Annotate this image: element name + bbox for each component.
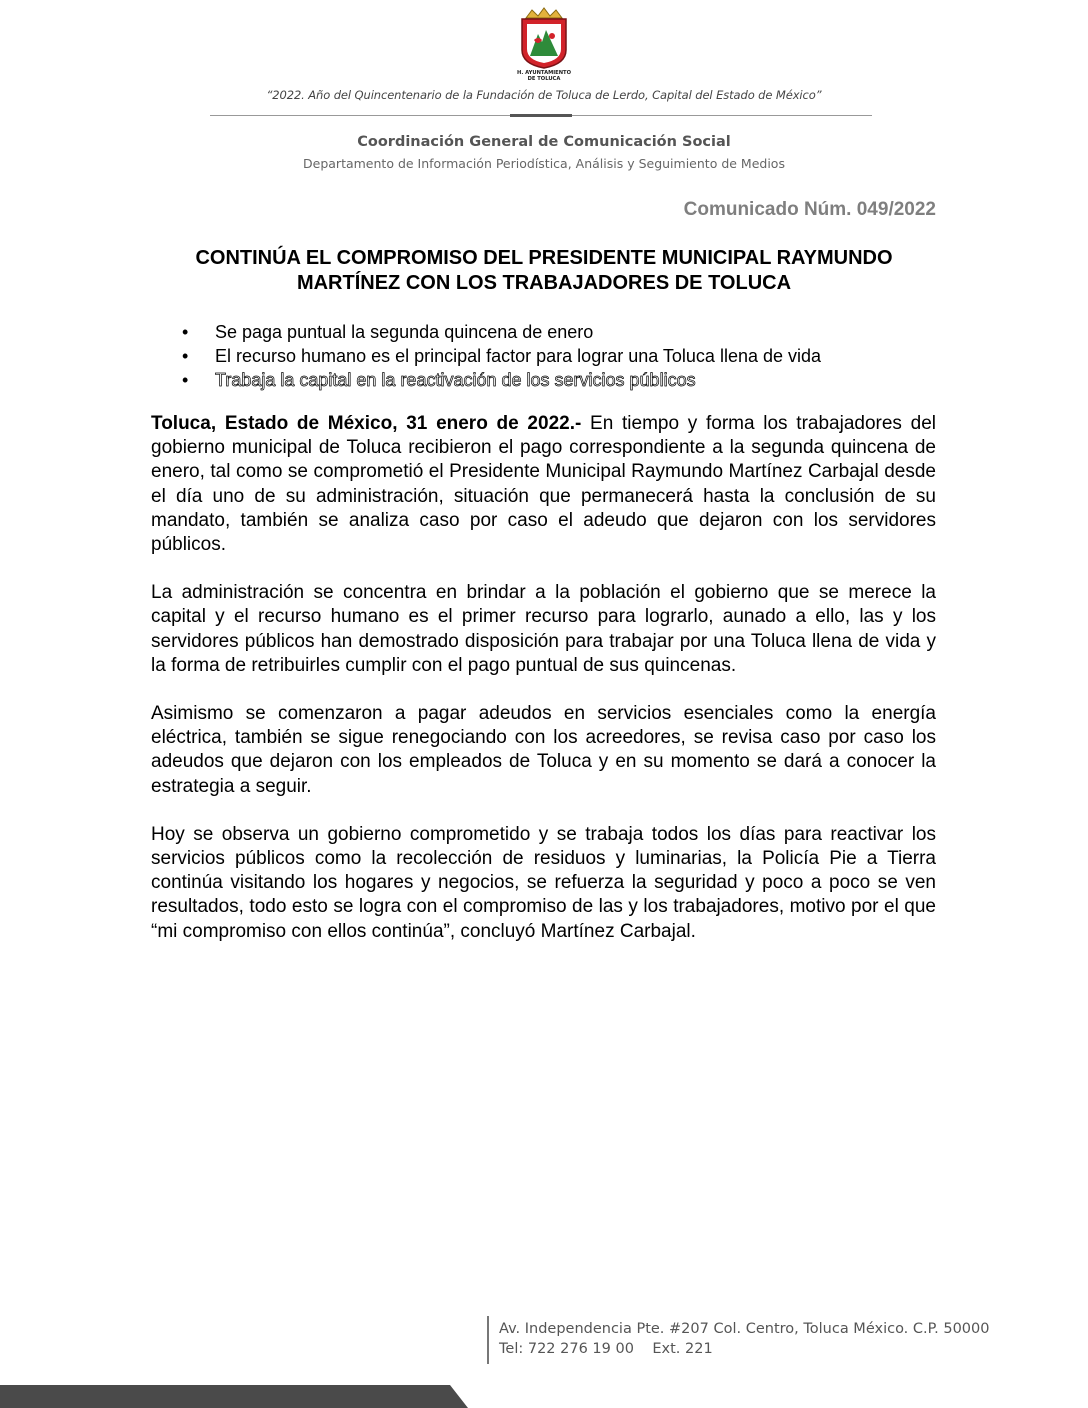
footer-phone: Tel: 722 276 19 00 Ext. 221 [499,1341,713,1357]
headline: CONTINÚA EL COMPROMISO DEL PRESIDENTE MUNICIPAL RAYMUNDO MARTÍNEZ CON LOS TRABAJADORES DE TOLUCA [195,247,893,294]
paragraph: Toluca, Estado de México, 31 enero de 2022.- En tiempo y forma los trabajadores del gobierno municipal de Toluca recibieron el pago correspondiente a la segunda quincena de enero, tal como se comprometió el Presidente Municipal Raymundo Martínez Carbajal desde el día uno de su administración, situación que permanecerá hasta la conclusión de su mandato, también se analiza caso por caso el adeudo que dejaron con los servidores públicos. [151,413,936,556]
paragraph: La administración se concentra en brindar a la población el gobierno que se merece la capital y el recurso humano es el primer recurso para lograrlo, aunado a ello, las y los servidores públicos han demostrado disposición para trabajar por una Toluca llena de vida y la forma de retribuirles cumplir con el pago puntual de sus quincenas. [151,582,936,676]
department-subtitle: Departamento de Información Periodística, Análisis y Seguimiento de Medios [303,156,785,171]
dateline: Toluca, Estado de México, 31 enero de 2022.- [151,413,582,434]
bottom-decorative-band [0,1385,468,1408]
article-body [151,412,936,968]
footer-address: Av. Independencia Pte. #207 Col. Centro, Toluca México. C.P. 50000 [499,1321,990,1337]
toluca-coat-of-arms-logo [508,6,580,82]
paragraph: Hoy se observa un gobierno comprometido y se trabaja todos los días para reactivar los servicios públicos como la recolección de residuos y luminarias, la Policía Pie a Tierra continúa visitando los hogares y negocios, se refuerza la seguridad y poco a poco se ven resultados, todo esto se logra con el compromiso de las y los trabajadores, motivo por el que “mi compromiso con ellos continúa”, concluyó Martínez Carbajal. [151,823,936,942]
coordination-title: Coordinación General de Comunicación Social [357,134,731,150]
summary-bullet-list [182,320,821,392]
paragraph: Asimismo se comenzaron a pagar adeudos en servicios esenciales como la energía eléctrica, también se sigue renegociando con los acreedores, se revisa caso por caso los adeudos que dejaron con los empleados de Toluca y en su momento se dará a conocer la estrategia a seguir. [151,703,936,797]
svg-text:H. AYUNTAMIENTO: H. AYUNTAMIENTO [516,70,572,76]
communique-number: Comunicado Núm. 049/2022 [683,199,936,220]
year-tagline: “2022. Año del Quincentenario de la Fundación de Toluca de Lerdo, Capital del Estado de México” [266,88,822,102]
list-item: • El recurso humano es el principal factor para lograr una Toluca llena de vida [182,344,821,368]
footer-divider [487,1316,489,1364]
list-item: • Trabaja la capital en la reactivación de los servicios públicos [182,368,821,392]
svg-text:DE TOLUCA: DE TOLUCA [527,76,561,82]
header-divider-accent [510,114,572,117]
list-item: • Se paga puntual la segunda quincena de enero [182,320,821,344]
